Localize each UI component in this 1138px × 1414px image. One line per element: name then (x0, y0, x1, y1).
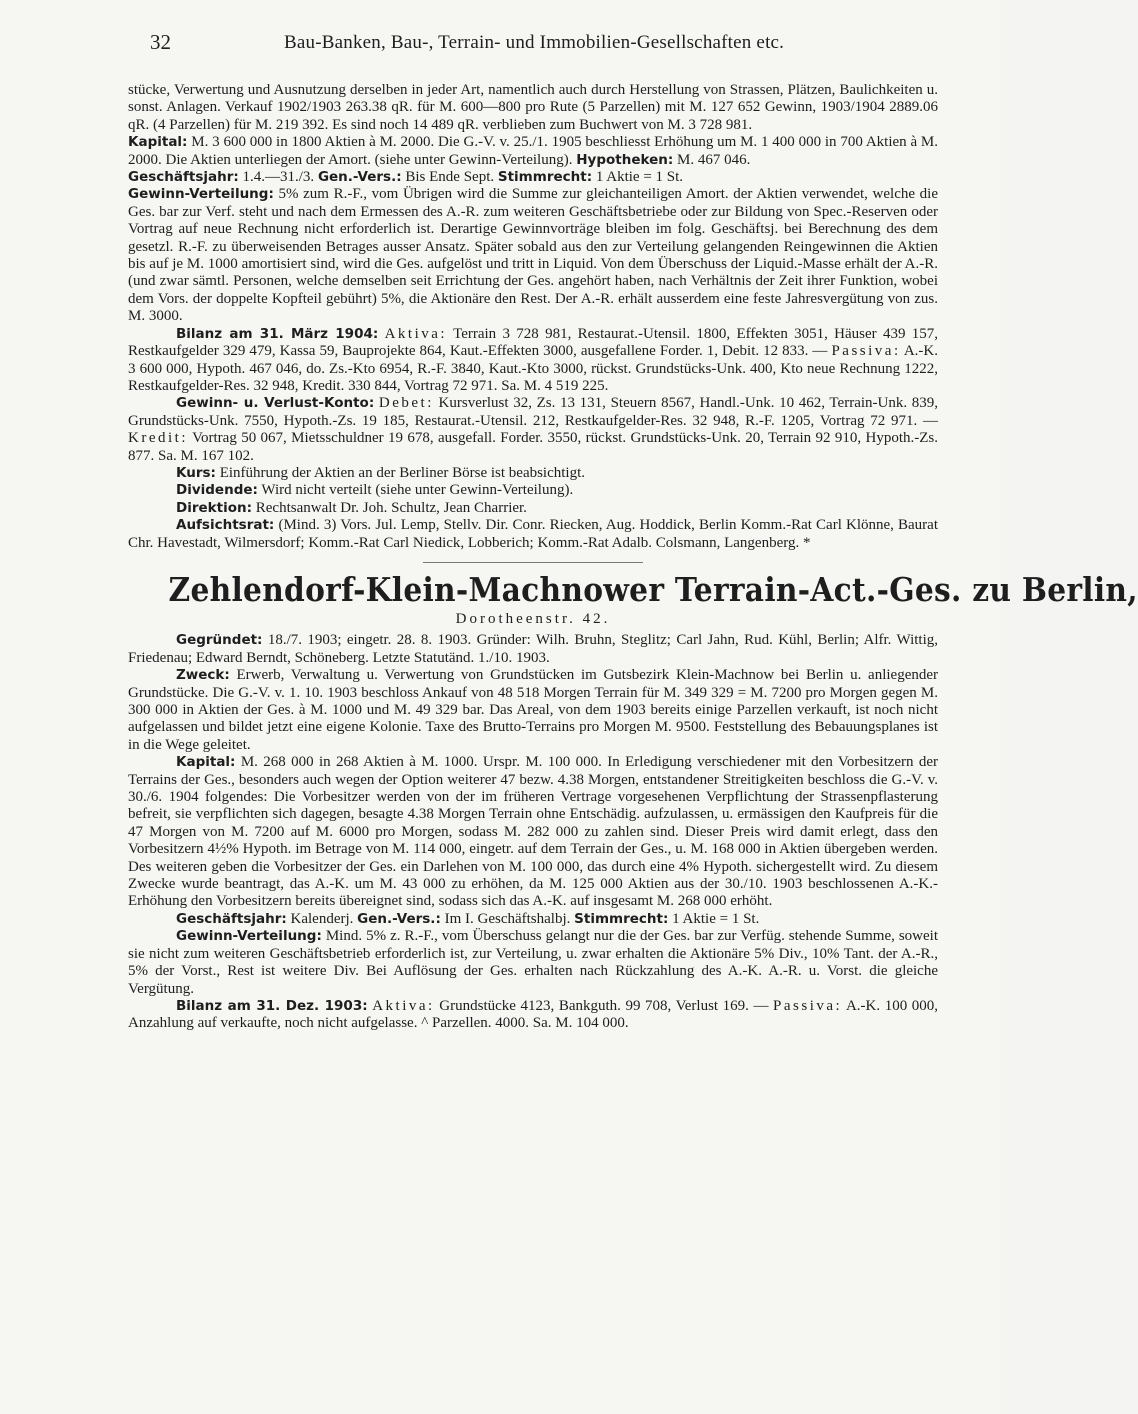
bilanz-aktiva-text-2: Grundstücke 4123, Bankguth. 99 708, Verlust 169. — (439, 997, 769, 1014)
genvers-label-2: Gen.-Vers.: (357, 910, 441, 927)
entry-bilanz (128, 326, 938, 396)
genvers-text: Bis Ende Sept. (405, 169, 495, 186)
entry-bilanz-2 (128, 998, 938, 1033)
dividende-text: Wird nicht verteilt (siehe unter Gewinn-Verteilung). (261, 482, 574, 499)
page-number: 32 (150, 30, 171, 54)
bilanz-label-2: Bilanz am 31. Dez. 1903: (176, 997, 368, 1014)
aufsichtsrat-text: (Mind. 3) Vors. Jul. Lemp, Stellv. Dir. Conr. Riecken, Aug. Hoddick, Berlin Komm.-Rat Carl Klönne, Baurat Chr. Havestadt, Wilmersdorf; Komm.-Rat Carl Niedick, Lobberich; Komm.-Rat Adalb. Colsmann, Langenberg. * (128, 517, 939, 551)
geschaeftsjahr-text-2: Kalenderj. (290, 910, 354, 927)
dividende-label: Dividende: (176, 482, 258, 499)
bilanz-aktiva-label-2: Aktiva: (372, 997, 435, 1014)
gewinn-label-2: Gewinn-Verteilung: (176, 928, 322, 945)
intro-text: stücke, Verwertung und Ausnutzung derselben in jeder Art, namentlich auch durch Herstellung von Strassen, Plätzen, Baulichkeiten u. sonst. Anlagen. Verkauf 1902/1903 263.38 qR. für M. 600—800 pro Rute (5 Parzellen) mit M. 127 652 Gewinn, 1903/1904 2889.06 qR. (4 Parzellen) für M. 219 392. Es sind noch 14 489 qR. verblieben zum Buchwert von M. 3 728 981. (128, 82, 938, 133)
stimmrecht-label: Stimmrecht: (497, 169, 593, 186)
guv-kredit-label: Kredit: (128, 430, 188, 447)
entry-kapital (128, 134, 938, 169)
entry-dividende (128, 482, 938, 499)
entry-gewinn-verteilung-2 (128, 928, 938, 998)
geschaeftsjahr-text: 1.4.—31./3. (242, 169, 315, 186)
direktion-label: Direktion: (176, 499, 252, 516)
kapital-label-2: Kapital: (176, 754, 236, 771)
page-header (150, 30, 950, 60)
entry-geschaeftsjahr-2 (128, 911, 938, 928)
bilanz-aktiva-label: Aktiva: (384, 325, 448, 342)
entry-gewinn-verteilung (128, 186, 938, 325)
kapital-label: Kapital: (128, 134, 188, 151)
company-title: Zehlendorf-Klein-Machnower Terrain-Act.-Ges. zu Berlin, (168, 569, 1138, 609)
kapital-text: M. 3 600 000 in 1800 Aktien à M. 2000. Die G.-V. v. 25./1. 1905 beschliesst Erhöhung um M. 1 400 000 in 700 Aktien à M. 2000. Die Aktien unterliegen der Amort. (siehe unter Gewinn-Verteilung). (128, 134, 939, 168)
bilanz-passiva-label-2: Passiva: (773, 997, 843, 1014)
guv-debet-text: Kursverlust 32, Zs. 13 131, Steuern 8567, Handl.-Unk. 10 462, Terrain-Unk. 839, Grundstücks-Unk. 7550, Hypoth.-Zs. 19 185, Restaurat.-Utensil. 212, Restkaufgelder-Res. 32 948, R.-F. 1205, Vortrag 72 971. — (128, 395, 939, 429)
direktion-text: Rechtsanwalt Dr. Joh. Schultz, Jean Charrier. (255, 499, 527, 516)
guv-kredit-text: Vortrag 50 067, Mietsschuldner 19 678, ausgefall. Forder. 3550, rückst. Grundstücks-Unk. 20, Terrain 92 910, Hypoth.-Zs. 877. Sa. M. 167 102. (128, 430, 938, 464)
genvers-text-2: Im I. Geschäftshalbj. (444, 910, 571, 927)
entry-intro (128, 82, 938, 134)
guv-debet-label: Debet: (378, 395, 434, 412)
entry-guv (128, 395, 938, 465)
entry-zweck (128, 667, 938, 754)
zweck-text: Erwerb, Verwaltung u. Verwertung von Grundstücken im Gutsbezirk Klein-Machnow bei Berlin u. anliegender Grundstücke. Die G.-V. v. 1. 10. 1903 beschloss Ankauf von 48 518 Morgen Terrain für M. 349 329 = M. 7200 pro Morgen gegen M. 300 000 in Aktien der Ges. à M. 1000 und M. 49 329 bar. Das Areal, von dem 1903 bereits einige Parzellen verkauft, ist noch nicht aufgelassen und bildet jetzt eine eigene Kolonie. Taxe des Brutto-Terrains pro Morgen M. 9500. Feststellung des Bebauungsplanes ist in die Wege geleitet. (128, 667, 939, 753)
running-head: Bau-Banken, Bau-, Terrain- und Immobilien-Gesellschaften etc. (284, 32, 785, 53)
gewinn-text: 5% zum R.-F., vom Übrigen wird die Summe zur gleichanteiligen Amort. der Aktien verwendet, welche die Ges. bar zur Verf. steht und nach dem Ermessen des A.-R. zum weiteren Geschäftsbetriebe oder zur Bildung von Spec.-Reserven oder Vortrag auf neue Rechnung nicht erforderlich ist. Derartige Gewinnvorträge bleiben im folg. Geschäftsj. bei Berechnung des dem gesetzl. R.-F. zu überweisenden Betrages ausser Ansatz. Später sobald aus den zur Verteilung gelangenden Reingewinnen die Aktien bis auf je M. 1000 amortisiert sind, wird die Ges. aufgelöst und tritt in Liquid. Von dem Überschuss der Liquid.-Masse erhält der A.-R. (und zwar sämtl. Personen, welche demselben seit Errichtung der Ges. angehört haben, nach Verhältnis der Zeit ihrer Funktion, wobei dem Vors. der doppelte Kopfteil gebührt) 5%, die Aktionäre den Rest. Der A.-R. erhält ausserdem eine feste Jahresvergütung von zus. M. 3000. (128, 186, 938, 325)
bilanz-passiva-label: Passiva: (831, 343, 901, 360)
genvers-label: Gen.-Vers.: (317, 169, 402, 186)
gewinn-text-2: Mind. 5% z. R.-F., vom Überschuss gelangt nur die der Ges. bar zur Verfüg. stehende Summe, soweit sie nicht zum weiteren Geschäftsbetrieb erforderlich ist, zur Verteilung, u. zwar erhalten die Aktionäre 5% Div., 10% Tant. der A.-R., 5% der Vorst., Rest ist weitere Div. Bei Auflösung der Ges. erhalten nach Rückzahlung des A.-K. A.-R. u. Vorst. die gleiche Vergütung. (128, 928, 938, 997)
geschaeftsjahr-label: Geschäftsjahr: (128, 169, 239, 186)
aufsichtsrat-label: Aufsichtsrat: (176, 517, 275, 534)
company-address: Dorotheenstr. 42. (455, 610, 611, 627)
gewinn-label: Gewinn-Verteilung: (128, 186, 274, 203)
entry-gegruendet (128, 632, 938, 667)
stimmrecht-label-2: Stimmrecht: (574, 910, 669, 927)
zweck-label: Zweck: (176, 667, 230, 684)
geschaeftsjahr-label-2: Geschäftsjahr: (176, 910, 287, 927)
entry-aufsichtsrat (128, 517, 938, 552)
hypotheken-text: M. 467 046. (677, 151, 751, 168)
entry-direktion (128, 500, 938, 517)
guv-label: Gewinn- u. Verlust-Konto: (176, 395, 375, 412)
kurs-text: Einführung der Aktien an der Berliner Börse ist beabsichtigt. (219, 464, 586, 481)
kapital-text-2: M. 268 000 in 268 Aktien à M. 1000. Urspr. M. 100 000. In Erledigung verschiedener mit den Vorbesitzern der Terrains der Ges., besonders auch wegen der Option weiterer 47 bezw. 4.38 Morgen, entstandener Streitigkeiten beschloss die G.-V. v. 30./6. 1904 folgendes: Die Vorbesitzer werden von der im früheren Vertrage vorgesehenen Verpflichtung der Strassenpflasterung befreit, sie verpflichten sich dagegen, besagte 4.38 Morgen Terrain ohne Entschädig. aufzulassen, u. ermässigen den Kaufpreis für die 47 Morgen von M. 7200 auf M. 6000 pro Morgen, sodass M. 282 000 zu zahlen sind. Dieser Preis wird damit erlegt, dass den Vorbesitzern 4½% Hypoth. im Betrage von M. 114 000, eingetr. auf dem Terrain der Ges., u. M. 168 000 in Aktien übergeben werden. Des weiteren geben die Vorbesitzer der Ges. ein Darlehen von M. 100 000, das durch eine 4% Hypoth. sichergestellt wird. Zu diesem Zwecke wurde beantragt, das A.-K. um M. 43 000 zu erhöhen, da M. 125 000 Aktien aus der 30./10. 1903 beschlossenen A.-K.-Erhöhung den Vorbesitzern bereits übereignet sind, sodass sich das A.-K. auf insgesamt M. 268 000 erhöht. (128, 754, 938, 910)
bilanz-passiva-text-2: A.-K. 100 000, Anzahlung auf verkaufte, noch nicht aufgelasse. ^ Parzellen. 4000. Sa. M. 104 000. (128, 997, 939, 1032)
bilanz-label: Bilanz am 31. März 1904: (176, 325, 379, 342)
hypotheken-label: Hypotheken: (576, 151, 674, 168)
bilanz-passiva-text: A.-K. 3 600 000, Hypoth. 467 046, do. Zs.-Kto 6954, R.-F. 3840, Kaut.-Kto 3000, rückst. Grundstücks-Unk. 400, Kto neue Rechnung 1222, Restkaufgelder-Res. 32 948, Kredit. 330 844, Vortrag 72 971. Sa. M. 4 519 225. (128, 343, 939, 394)
page-content (128, 82, 1138, 1033)
entry-geschaeftsjahr (128, 169, 938, 186)
gegruendet-text: 18./7. 1903; eingetr. 28. 8. 1903. Gründer: Wilh. Bruhn, Steglitz; Carl Jahn, Rud. Kühl, Berlin; Alfr. Wittig, Friedenau; Edward Berndt, Schöneberg. Letzte Statutänd. 1./10. 1903. (128, 632, 938, 666)
stimmrecht-text: 1 Aktie = 1 St. (595, 169, 684, 186)
stimmrecht-text-2: 1 Aktie = 1 St. (672, 910, 760, 927)
kurs-label: Kurs: (176, 464, 216, 481)
entry-kapital-2 (128, 754, 938, 911)
section-divider (423, 562, 643, 563)
gegruendet-label: Gegründet: (176, 632, 263, 649)
bilanz-aktiva-text: Terrain 3 728 981, Restaurat.-Utensil. 1800, Effekten 3051, Häuser 439 157, Restkaufgelder 329 479, Kassa 59, Bauprojekte 864, Kaut.-Effekten 3000, ausgefallene Forder. 1, Debit. 12 833. — (128, 325, 939, 360)
entry-kurs (128, 465, 938, 482)
